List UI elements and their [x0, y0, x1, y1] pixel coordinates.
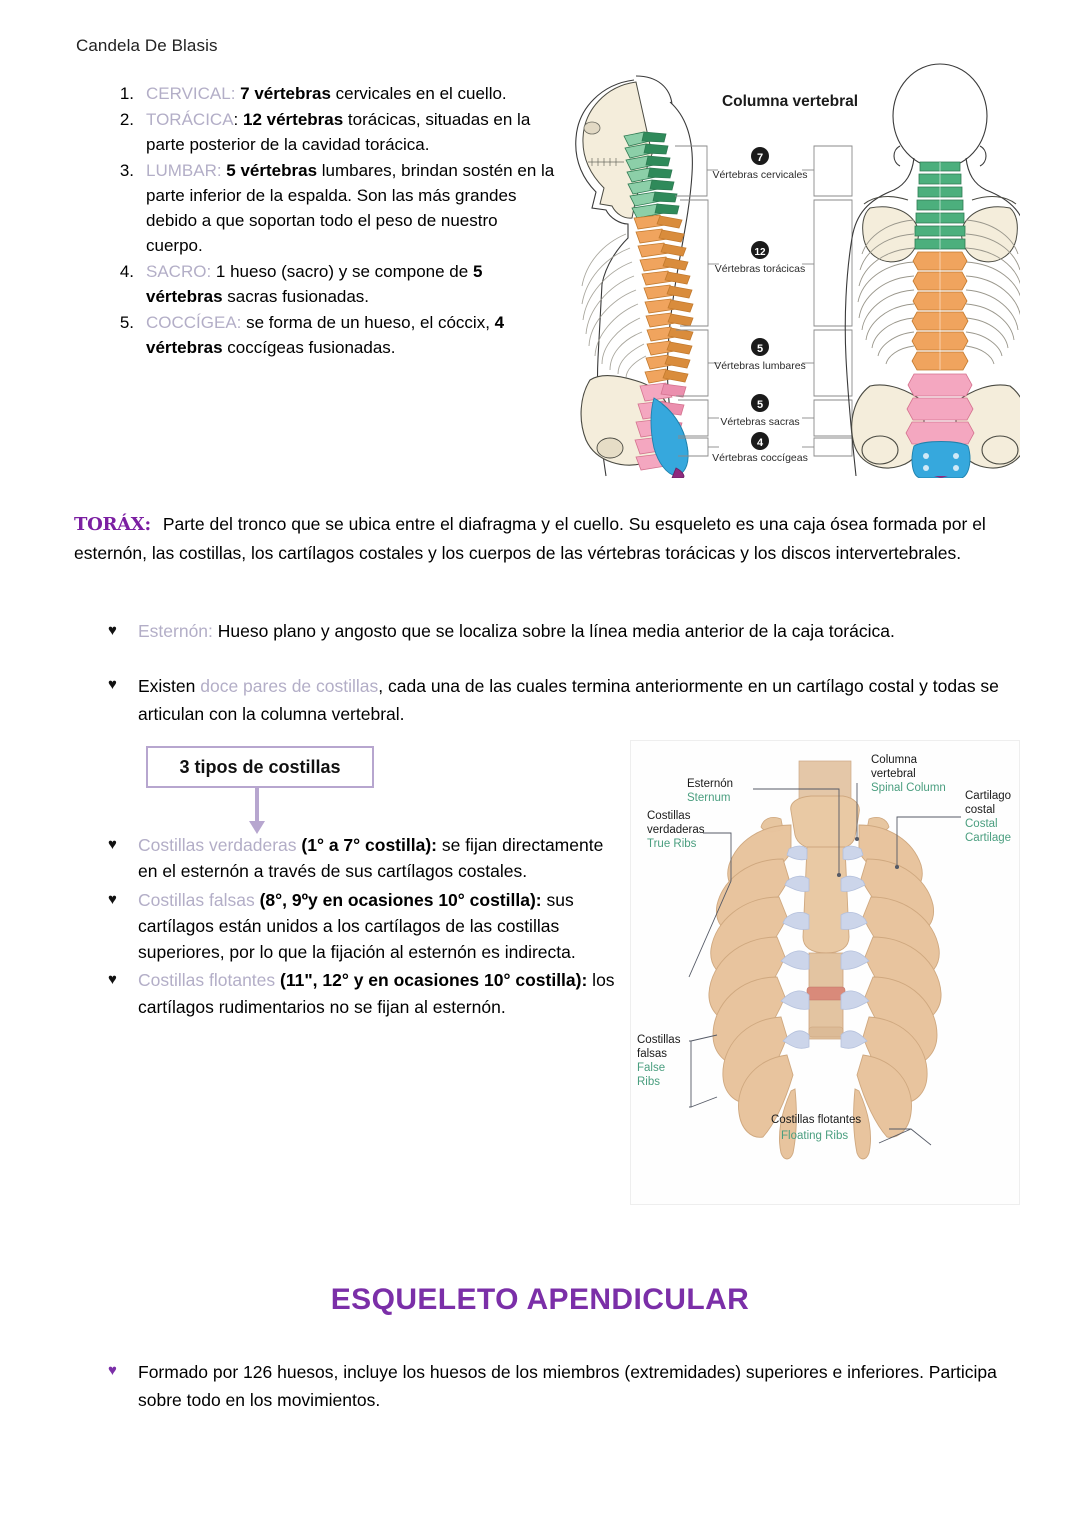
closing-bullet: [108, 1358, 1008, 1414]
list-item-bold: 12 vértebras: [238, 109, 344, 129]
list-item-text: [146, 260, 556, 310]
svg-text:Costillas flotantes: Costillas flotantes: [771, 1114, 862, 1126]
svg-text:Columna: Columna: [871, 754, 918, 766]
svg-text:Costillas: Costillas: [637, 1034, 681, 1046]
svg-text:Cartilage: Cartilage: [965, 832, 1012, 844]
svg-text:Spinal Column: Spinal Column: [871, 782, 946, 794]
svg-text:Floating Ribs: Floating Ribs: [781, 1130, 849, 1142]
list-item: [104, 260, 556, 310]
list-item-label-suffix: :: [233, 109, 239, 129]
closing-bullet-text: Formado por 126 huesos, incluye los huesos de los miembros (extremidades) superiores e inferiores. Participa sobre todo en los movimientos.: [138, 1362, 997, 1410]
list-item-number: 4.: [119, 261, 134, 281]
torax-label: TORÁX:: [74, 514, 151, 535]
doce-pares-body: [138, 672, 1024, 728]
list-item-number: 5.: [119, 312, 134, 332]
rib-label: Costillas flotantes: [138, 970, 276, 991]
svg-text:Vértebras sacras: Vértebras sacras: [720, 416, 800, 428]
doce-pares-bullet: [108, 672, 1024, 728]
list-item-text: [146, 311, 556, 361]
esternon-bullet-body: [138, 618, 1038, 645]
list-item-pre: 1 hueso (sacro) y se compone de: [211, 261, 473, 281]
list-item-bold: 5 vértebras: [146, 261, 483, 306]
heart-bullet-icon: ♥: [108, 836, 117, 853]
list-item-number: 2.: [119, 109, 134, 129]
rib-label: Costillas verdaderas: [138, 835, 297, 855]
list-item-label: TORÁCICA: [146, 109, 234, 129]
rib-label: Costillas falsas: [138, 889, 255, 910]
ribs-types-list: [108, 832, 618, 1022]
svg-text:5: 5: [756, 399, 764, 411]
list-item-rest: coccígeas fusionadas.: [222, 337, 396, 357]
list-item-pre: se forma de un hueso, el cóccix,: [241, 312, 495, 332]
list-item-body: [138, 832, 618, 885]
svg-text:12: 12: [754, 247, 766, 258]
rib-desc: se fijan directamente en el esternón a través de sus cartílagos costales.: [138, 835, 604, 882]
svg-text:falsas: falsas: [637, 1048, 668, 1060]
list-item-label: LUMBAR:: [146, 160, 222, 180]
list-item-rest: cervicales en el cuello.: [330, 84, 507, 103]
vertebrae-numbered-list: [104, 82, 556, 362]
torax-paragraph: [74, 510, 1014, 568]
list-item-bold: 4 vértebras: [146, 312, 505, 357]
label-esternon-en: Sternum: [687, 792, 731, 804]
svg-text:Columna vertebral: Columna vertebral: [721, 93, 859, 110]
heart-bullet-icon: ♥: [108, 971, 117, 989]
svg-text:5: 5: [756, 343, 764, 355]
svg-text:False: False: [637, 1062, 666, 1074]
svg-text:Vértebras cervicales: Vértebras cervicales: [712, 169, 808, 181]
list-item-bold: 7 vértebras: [235, 84, 331, 103]
svg-text:Ribs: Ribs: [637, 1076, 661, 1088]
tipos-de-costillas-box: [146, 746, 374, 788]
list-item-rest: sacras fusionadas.: [222, 286, 370, 306]
torax-text: Parte del tronco que se ubica entre el diafragma y el cuello. Su esqueleto es una caja ósea formada por el esternón, las costillas, los cartílagos costales y los cuerpos de las vértebras torácicas y los discos intervertebrales.: [74, 514, 986, 564]
svg-text:7: 7: [756, 152, 764, 164]
list-item-text: [146, 159, 556, 259]
svg-text:Vértebras torácicas: Vértebras torácicas: [714, 263, 806, 275]
esternon-label: Esternón:: [138, 621, 213, 641]
svg-text:Cartilago: Cartilago: [965, 790, 1012, 802]
list-item-bold: 5 vértebras: [221, 160, 318, 180]
ribcage-diagram-figure: [630, 740, 1020, 1205]
rib-range: (1° a 7° costilla):: [296, 835, 437, 855]
rib-range: (8°, 9ºy en ocasiones 10° costilla):: [254, 889, 542, 910]
list-item-body: [138, 887, 618, 966]
doce-pre: Existen: [138, 676, 201, 696]
svg-text:Costillas: Costillas: [647, 810, 691, 822]
list-item-text: [146, 108, 556, 158]
rib-range: (11", 12° y en ocasiones 10° costilla):: [275, 970, 588, 991]
list-item: [104, 108, 556, 158]
heart-bullet-icon: ♥: [108, 622, 117, 639]
list-item: [104, 82, 556, 107]
esternon-bullet: [108, 618, 1038, 645]
section-heading: ESQUELETO APENDICULAR: [330, 1283, 750, 1316]
list-item: [108, 832, 618, 885]
tipos-box-label: 3 tipos de costillas: [179, 756, 341, 777]
svg-text:Costal: Costal: [965, 818, 998, 830]
svg-text:Vértebras lumbares: Vértebras lumbares: [714, 360, 806, 372]
page-author: Candela De Blasis: [76, 36, 218, 55]
svg-text:Vértebras coccígeas: Vértebras coccígeas: [712, 452, 808, 464]
doce-highlight: doce pares de costillas: [200, 676, 379, 696]
svg-text:4: 4: [756, 437, 764, 449]
down-arrow-icon: [246, 788, 268, 836]
list-item-text: [146, 82, 556, 107]
heart-bullet-icon: ♥: [108, 1362, 117, 1379]
list-item-label: COCCÍGEA:: [146, 312, 242, 332]
list-item-number: 3.: [119, 160, 134, 180]
list-item-rest: lumbares, brindan sostén en la parte inferior de la espalda. Son las más grandes debido a que soportan todo el peso de nuestro cuerpo.: [146, 160, 555, 255]
list-item: [108, 887, 618, 966]
heart-bullet-icon: ♥: [108, 890, 117, 908]
list-item: [108, 967, 618, 1020]
list-item: [104, 311, 556, 361]
svg-text:verdaderas: verdaderas: [647, 824, 705, 836]
svg-text:costal: costal: [965, 804, 996, 816]
list-item-body: [138, 967, 618, 1020]
svg-text:vertebral: vertebral: [871, 768, 916, 780]
list-item: [104, 159, 556, 259]
doce-rest: , cada una de las cuales termina anteriormente en un cartílago costal y todas se articulan con la columna vertebral.: [138, 676, 999, 724]
svg-text:True Ribs: True Ribs: [647, 838, 697, 850]
list-item-number: 1.: [119, 84, 134, 103]
rib-desc: los cartílagos rudimentarios no se fijan al esternón.: [138, 970, 615, 1017]
spine-diagram-figure: [562, 58, 1020, 478]
rib-desc: sus cartílagos están unidos a los cartílagos de las costillas superiores, por lo que la fijación al esternón es indirecta.: [138, 889, 576, 962]
list-item-label: SACRO:: [146, 261, 212, 281]
heart-bullet-icon: ♥: [108, 676, 117, 693]
label-esternon-es: Esternón: [687, 778, 734, 790]
list-item-label: CERVICAL:: [146, 84, 236, 103]
list-item-rest: torácicas, situadas en la parte posterior de la cavidad torácica.: [146, 109, 531, 154]
esternon-text: Hueso plano y angosto que se localiza sobre la línea media anterior de la caja torácica.: [212, 621, 895, 641]
